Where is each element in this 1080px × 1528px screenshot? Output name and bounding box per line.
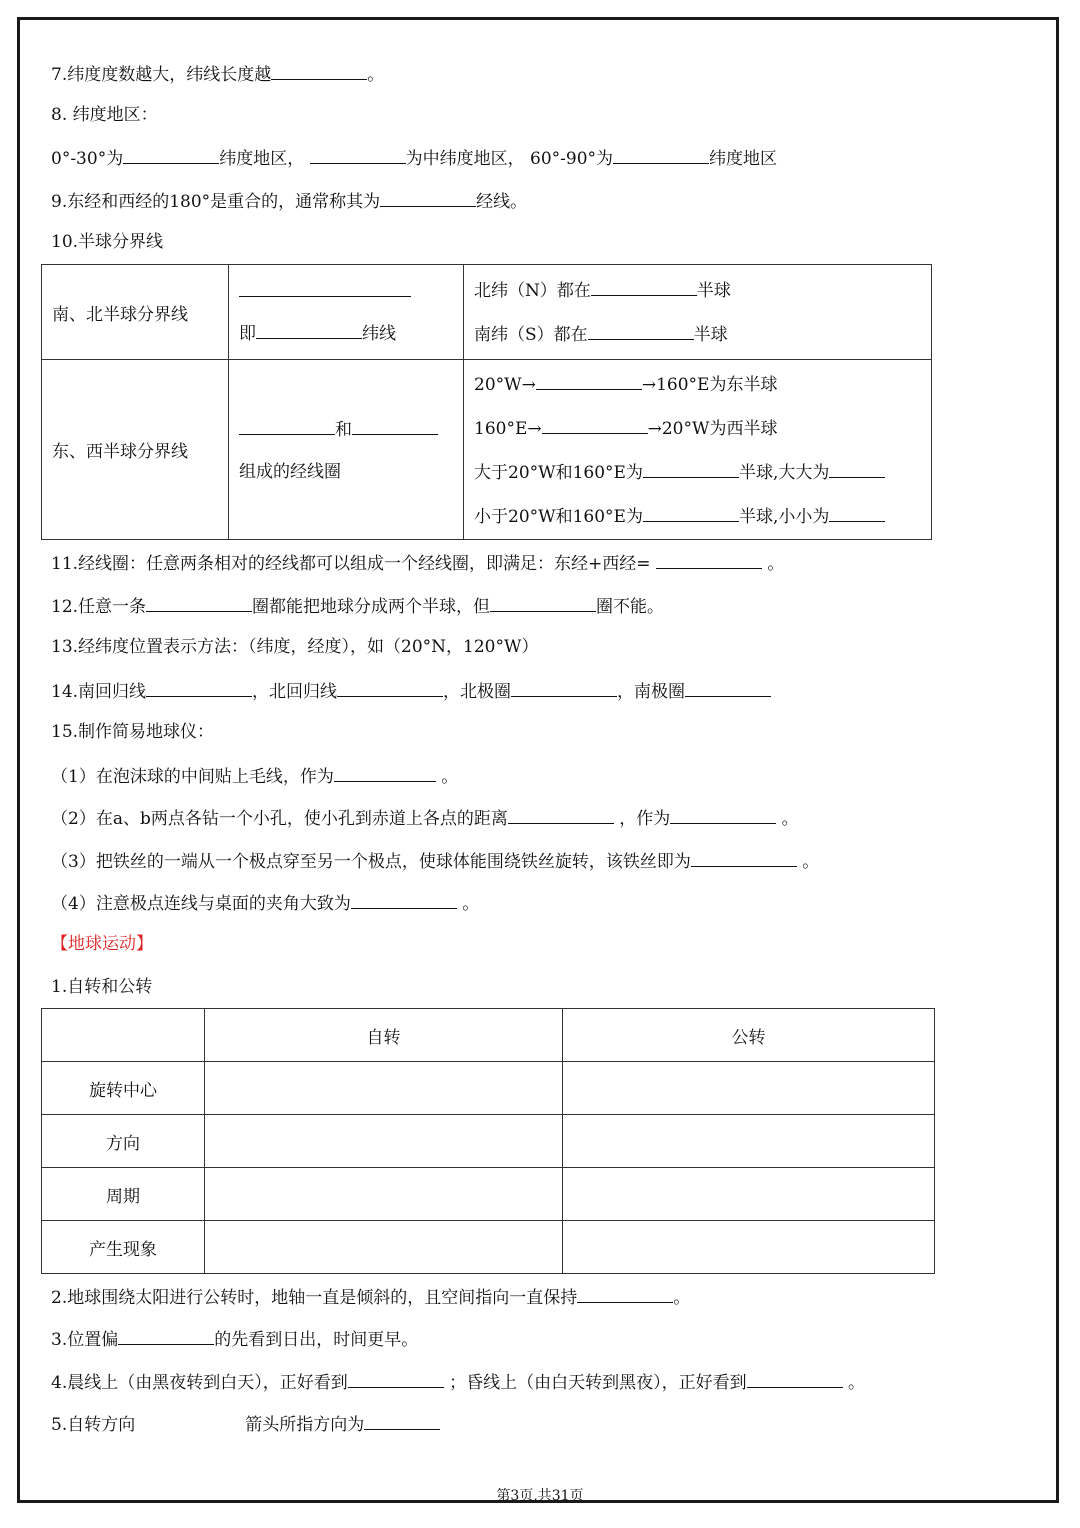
item-13: 13.经纬度位置表示方法：（纬度，经度），如（20°N，120°W） xyxy=(51,637,539,657)
table-header: 公转 xyxy=(563,1009,935,1062)
blank[interactable] xyxy=(334,764,436,782)
blank[interactable] xyxy=(256,321,362,339)
blank[interactable] xyxy=(643,460,739,478)
motion-item-1: 1.自转和公转 xyxy=(51,977,153,997)
blank[interactable] xyxy=(643,504,739,522)
rotation-revolution-table xyxy=(41,1008,935,1274)
blank[interactable] xyxy=(239,279,411,297)
item-7-text: 7.纬度度数越大，纬线长度越 xyxy=(51,65,272,85)
blank[interactable] xyxy=(508,806,614,824)
table-header-row xyxy=(42,1009,935,1062)
blank[interactable] xyxy=(239,417,335,435)
answer-cell[interactable] xyxy=(563,1115,935,1168)
blank[interactable] xyxy=(490,594,596,612)
table-row xyxy=(42,1221,935,1274)
motion-item-3: 3.位置偏 的先看到日出，时间更早。 xyxy=(51,1327,418,1351)
item-8-detail: 0°-30°为 纬度地区， 为中纬度地区， 60°-90°为 纬度地区 xyxy=(51,146,777,170)
answer-cell[interactable] xyxy=(205,1062,563,1115)
blank[interactable] xyxy=(591,278,697,296)
page-border xyxy=(17,17,1059,1503)
blank[interactable] xyxy=(380,189,476,207)
blank[interactable] xyxy=(348,1370,444,1388)
row-label: 旋转中心 xyxy=(42,1062,205,1115)
blank[interactable] xyxy=(588,322,694,340)
item-15-1: （1）在泡沫球的中间贴上毛线，作为 。 xyxy=(51,764,458,788)
table-cell: 20°W→ →160°E为东半球 160°E→ →20°W为西半球 大于20°W和160°E为 半球,大大为 小于20°W和160°E为 半球,小小为 xyxy=(464,360,932,540)
answer-cell[interactable] xyxy=(205,1168,563,1221)
blank[interactable] xyxy=(747,1370,843,1388)
page-number: 第3页,共31页 xyxy=(496,1488,584,1504)
blank[interactable] xyxy=(118,1327,214,1345)
motion-item-4: 4.晨线上（由黑夜转到白天），正好看到 ；昏线上（由白天转到黑夜），正好看到 。 xyxy=(51,1370,865,1394)
row-label: 周期 xyxy=(42,1168,205,1221)
blank[interactable] xyxy=(310,146,406,164)
table-cell: 北纬（N）都在 半球 南纬（S）都在 半球 xyxy=(464,265,932,360)
blank[interactable] xyxy=(337,679,443,697)
item-8: 8. 纬度地区： xyxy=(51,105,158,125)
blank[interactable] xyxy=(352,417,438,435)
blank[interactable] xyxy=(123,146,219,164)
blank[interactable] xyxy=(271,62,367,80)
table-row xyxy=(42,1168,935,1221)
table-cell: 即 纬线 xyxy=(229,265,464,360)
answer-cell[interactable] xyxy=(205,1221,563,1274)
blank[interactable] xyxy=(656,551,762,569)
answer-cell[interactable] xyxy=(563,1062,935,1115)
blank[interactable] xyxy=(577,1285,673,1303)
answer-cell[interactable] xyxy=(563,1168,935,1221)
item-9: 9.东经和西经的180°是重合的，通常称其为 经线。 xyxy=(51,189,527,213)
table-header: 自转 xyxy=(205,1009,563,1062)
item-15-2: （2）在a、b两点各钻一个小孔，使小孔到赤道上各点的距离 ，作为 。 xyxy=(51,806,799,830)
item-12: 12.任意一条 圈都能把地球分成两个半球，但 圈不能。 xyxy=(51,594,664,618)
motion-item-5: 5.自转方向 箭头所指方向为 xyxy=(51,1412,440,1436)
row-label: 产生现象 xyxy=(42,1221,205,1274)
row-label: 方向 xyxy=(42,1115,205,1168)
blank[interactable] xyxy=(691,849,797,867)
table-cell: 东、西半球分界线 xyxy=(42,360,229,540)
table-row xyxy=(42,1062,935,1115)
section-title: 【地球运动】 xyxy=(51,934,153,954)
blank[interactable] xyxy=(829,460,885,478)
blank[interactable] xyxy=(542,416,648,434)
table-cell: 南、北半球分界线 xyxy=(42,265,229,360)
item-14: 14.南回归线 ，北回归线 ，北极圈 ，南极圈 xyxy=(51,679,771,703)
blank[interactable] xyxy=(536,372,642,390)
item-15: 15.制作简易地球仪： xyxy=(51,722,215,742)
item-10: 10.半球分界线 xyxy=(51,232,164,252)
blank[interactable] xyxy=(364,1412,440,1430)
blank[interactable] xyxy=(829,504,885,522)
answer-cell[interactable] xyxy=(563,1221,935,1274)
blank[interactable] xyxy=(670,806,776,824)
answer-cell[interactable] xyxy=(205,1115,563,1168)
table-header xyxy=(42,1009,205,1062)
item-7: 7.纬度度数越大，纬线长度越 。 xyxy=(51,62,384,86)
item-15-4: （4）注意极点连线与桌面的夹角大致为 。 xyxy=(51,891,479,915)
item-11: 11.经线圈：任意两条相对的经线都可以组成一个经线圈，即满足：东经+西经= 。 xyxy=(51,551,784,575)
table-row xyxy=(42,265,932,360)
item-15-3: （3）把铁丝的一端从一个极点穿至另一个极点，使球体能围绕铁丝旋转，该铁丝即为 。 xyxy=(51,849,819,873)
blank[interactable] xyxy=(146,594,252,612)
table-row xyxy=(42,360,932,540)
blank[interactable] xyxy=(613,146,709,164)
blank[interactable] xyxy=(685,679,771,697)
motion-item-2: 2.地球围绕太阳进行公转时，地轴一直是倾斜的，且空间指向一直保持 。 xyxy=(51,1285,690,1309)
hemisphere-table xyxy=(41,264,932,540)
blank[interactable] xyxy=(511,679,617,697)
blank[interactable] xyxy=(146,679,252,697)
blank[interactable] xyxy=(351,891,457,909)
table-row xyxy=(42,1115,935,1168)
table-cell: 和 组成的经线圈 xyxy=(229,360,464,540)
